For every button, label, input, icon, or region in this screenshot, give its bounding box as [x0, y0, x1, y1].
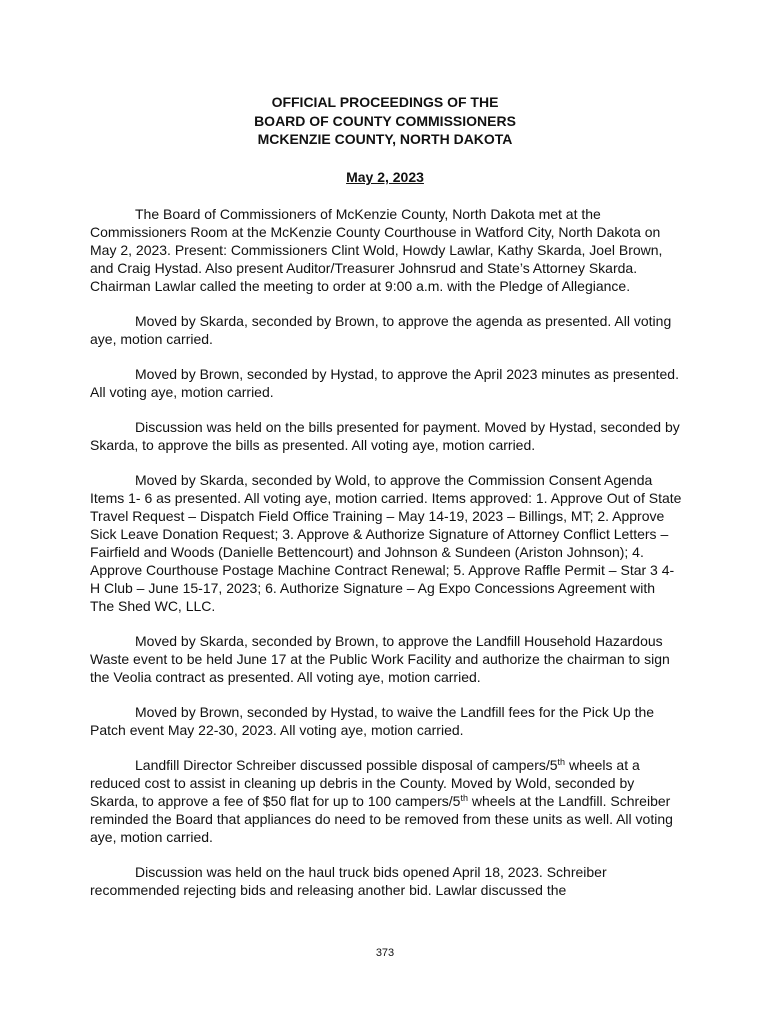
campers-text-part-3: wheels at the Landfill. Schreiber reminded the Board that appliances do need to be removed from these units as well. All voting aye, motion carried.	[90, 793, 673, 845]
paragraph-bills-approval: Discussion was held on the bills presented for payment. Moved by Hystad, seconded by Skarda, to approve the bills as presented. All voting aye, motion carried.	[90, 419, 680, 453]
header-line-2: BOARD OF COUNTY COMMISSIONERS	[254, 112, 516, 129]
paragraph-agenda-approval: Moved by Skarda, seconded by Brown, to approve the agenda as presented. All voting aye, motion carried.	[90, 313, 672, 347]
superscript-th-2: th	[460, 793, 468, 803]
header-line-3: MCKENZIE COUNTY, NORTH DAKOTA	[257, 131, 513, 147]
paragraph-hazardous-waste: Moved by Skarda, seconded by Brown, to approve the Landfill Household Hazardous Waste event to be held June 17 at the Public Work Facility and authorize the chairman to sign the Veolia contract as presented. All voting aye, motion carried.	[90, 633, 670, 685]
paragraph-minutes-approval: Moved by Brown, seconded by Hystad, to approve the April 2023 minutes as presented. All voting aye, motion carried.	[90, 366, 679, 400]
document-header	[0, 93, 770, 149]
campers-text-part-2: wheels at a reduced cost to assist in cleaning up debris in the County. Moved by Wold, seconded by Skarda, to approve a fee of $50 flat for up to 100 campers/5	[90, 757, 640, 809]
paragraph-haul-truck-bids: Discussion was held on the haul truck bids opened April 18, 2023. Schreiber recommended rejecting bids and releasing another bid. Lawlar discussed the	[90, 864, 607, 898]
document-body	[90, 205, 682, 916]
paragraph-landfill-fees: Moved by Brown, seconded by Hystad, to waive the Landfill fees for the Pick Up the Patch event May 22-30, 2023. All voting aye, motion carried.	[90, 704, 655, 738]
superscript-th-1: th	[557, 757, 566, 767]
paragraph-consent-agenda: Moved by Skarda, seconded by Wold, to approve the Commission Consent Agenda Items 1- 6 as presented. All voting aye, motion carried. Items approved: 1. Approve Out of State Travel Request – Dispatch Field Office Training – May 14-19, 2023 – Billings, MT; 2. Approve Sick Leave Donation Request; 3. Approve & Authorize Signature of Attorney Conflict Letters – Fairfield and Woods (Danielle Bettencourt) and Johnson & Sundeen (Ariston Johnson); 4. Approve Courthouse Postage Machine Contract Renewal; 5. Approve Raffle Permit – Star 3 4-H Club – June 15-17, 2023; 6. Authorize Signature – Ag Expo Concessions Agreement with The Shed WC, LLC.	[90, 472, 682, 614]
campers-text-part-1: Landfill Director Schreiber discussed possible disposal of campers/5	[135, 757, 558, 773]
meeting-date: May 2, 2023	[346, 169, 424, 185]
paragraph-call-to-order: The Board of Commissioners of McKenzie County, North Dakota met at the Commissioners Room at the McKenzie County Courthouse in Watford City, North Dakota on May 2, 2023. Present: Commissioners Clint Wold, Howdy Lawlar, Kathy Skarda, Joel Brown, and Craig Hystad. Also present Auditor/Treasurer Johnsrud and State’s Attorney Skarda. Chairman Lawlar called the meeting to order at 9:00 a.m. with the Pledge of Allegiance.	[90, 206, 663, 294]
page-number: 373	[375, 947, 395, 959]
paragraph-campers-disposal	[90, 756, 682, 846]
header-line-1: OFFICIAL PROCEEDINGS OF THE	[271, 94, 499, 110]
